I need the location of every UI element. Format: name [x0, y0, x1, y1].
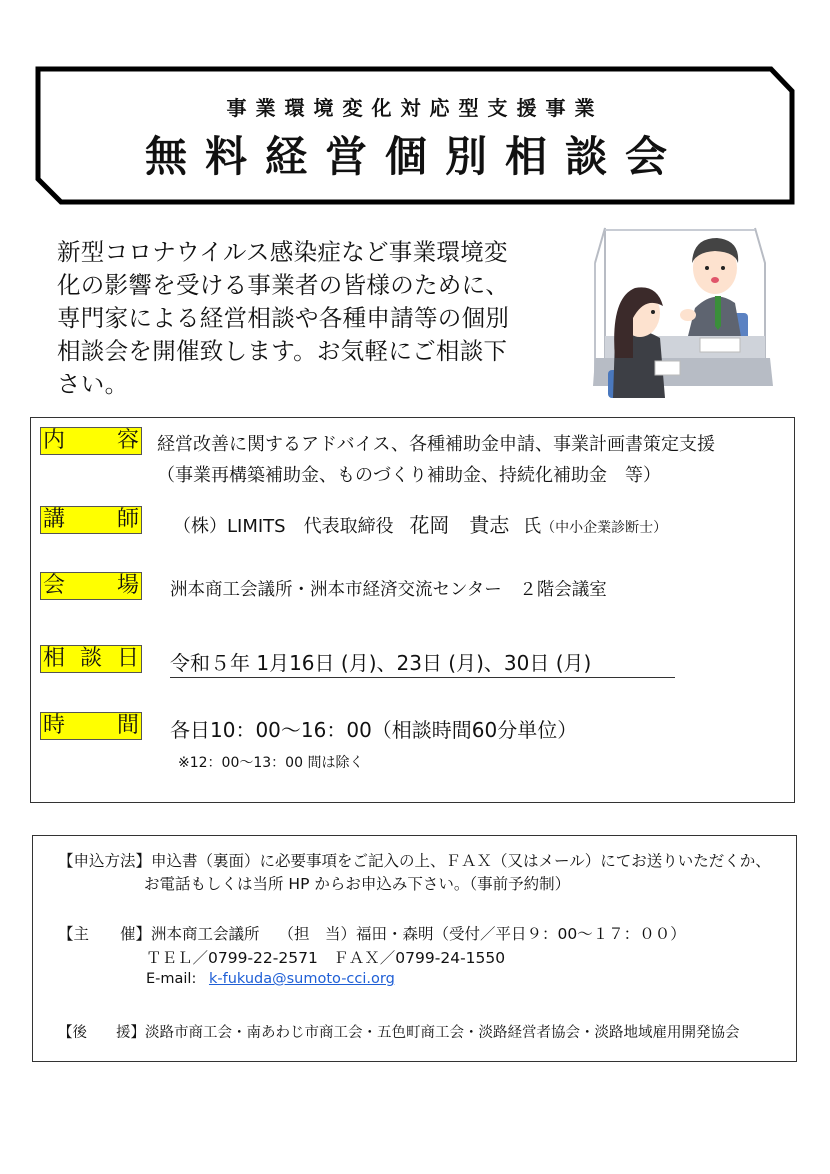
application-line-2: お電話もしくは当所 HP からお申込み下さい。（事前予約制）: [144, 875, 571, 893]
contact-value: 福田・森明（受付／平日９：00～１７：００）: [355, 925, 686, 943]
intro-paragraph: [57, 236, 577, 401]
supporters-value: 淡路市商工会・南あわじ市商工会・五色町商工会・淡路経営者協会・淡路地域雇用開発協会: [145, 1025, 740, 1041]
instructor-company: （株）LIMITS 代表取締役: [173, 516, 394, 537]
organizer-label: 【主 催】: [58, 925, 152, 943]
intro-line: 専門家による経営相談や各種申請等の個別: [57, 304, 510, 332]
label-char: 師: [116, 507, 139, 532]
intro-line: 新型コロナウイルス感染症など事業環境変: [57, 238, 508, 266]
application-line-1: [58, 849, 771, 871]
email-label: E-mail:: [146, 971, 197, 987]
label-time: [40, 712, 142, 740]
consultation-illustration-icon: [575, 218, 790, 403]
label-char: 談: [79, 646, 102, 671]
tel-fax-line: ＴＥＬ／0799-22-2571 ＦＡＸ／0799-24-1550: [146, 949, 506, 967]
email-line: [146, 971, 395, 987]
label-char: 間: [116, 713, 139, 738]
time-value: 各日10：00～16：00（相談時間60分単位）: [170, 718, 578, 742]
label-venue: [40, 572, 142, 600]
content-line-1: 経営改善に関するアドバイス、各種補助金申請、事業計画書策定支援: [157, 434, 715, 455]
label-char: 会: [43, 573, 66, 598]
intro-line: さい。: [57, 370, 129, 398]
intro-line: 化の影響を受ける事業者の皆様のために、: [57, 271, 510, 299]
intro-line: 相談会を開催致します。お気軽にご相談下: [57, 337, 508, 365]
instructor-suffix: 氏: [523, 516, 542, 537]
instructor-name: 花岡 貴志: [409, 513, 510, 537]
label-char: 場: [116, 573, 139, 598]
supporters-label: 【後 援】: [58, 1025, 145, 1041]
instructor-qualification: （中小企業診断士）: [541, 520, 668, 536]
label-content: [40, 427, 142, 455]
application-label: 【申込方法】: [58, 852, 152, 870]
instructor-info: [173, 509, 667, 538]
label-char: 容: [116, 428, 139, 453]
supporters-line: [58, 1021, 740, 1042]
label-instructor: [40, 506, 142, 534]
contact-label: （担 当）: [278, 925, 356, 943]
page-title: 無料経営個別相談会: [144, 132, 685, 181]
time-note: ※12：00～13：00 間は除く: [178, 755, 364, 771]
label-char: 相: [43, 646, 66, 671]
organizer-name: 洲本商工会議所: [151, 925, 260, 943]
content-line-2: （事業再構築補助金、ものづくり補助金、持続化補助金 等）: [157, 465, 661, 486]
organizer-line: [58, 922, 686, 944]
label-char: 日: [116, 646, 139, 671]
label-dates: [40, 645, 142, 673]
label-char: 内: [43, 428, 66, 453]
email-link[interactable]: k-fukuda@sumoto-cci.org: [208, 971, 395, 987]
dates-value: 令和５年 1月16日 (月)、23日 (月)、30日 (月): [170, 647, 675, 678]
header-subtitle: 事業環境変化対応型支援事業: [226, 96, 604, 120]
venue-value: 洲本商工会議所・洲本市経済交流センター ２階会議室: [170, 580, 607, 600]
label-char: 時: [43, 713, 66, 738]
label-char: 講: [43, 507, 66, 532]
application-text: 申込書（裏面）に必要事項をご記入の上、ＦＡＸ（又はメール）にてお送りいただくか、: [151, 852, 771, 870]
